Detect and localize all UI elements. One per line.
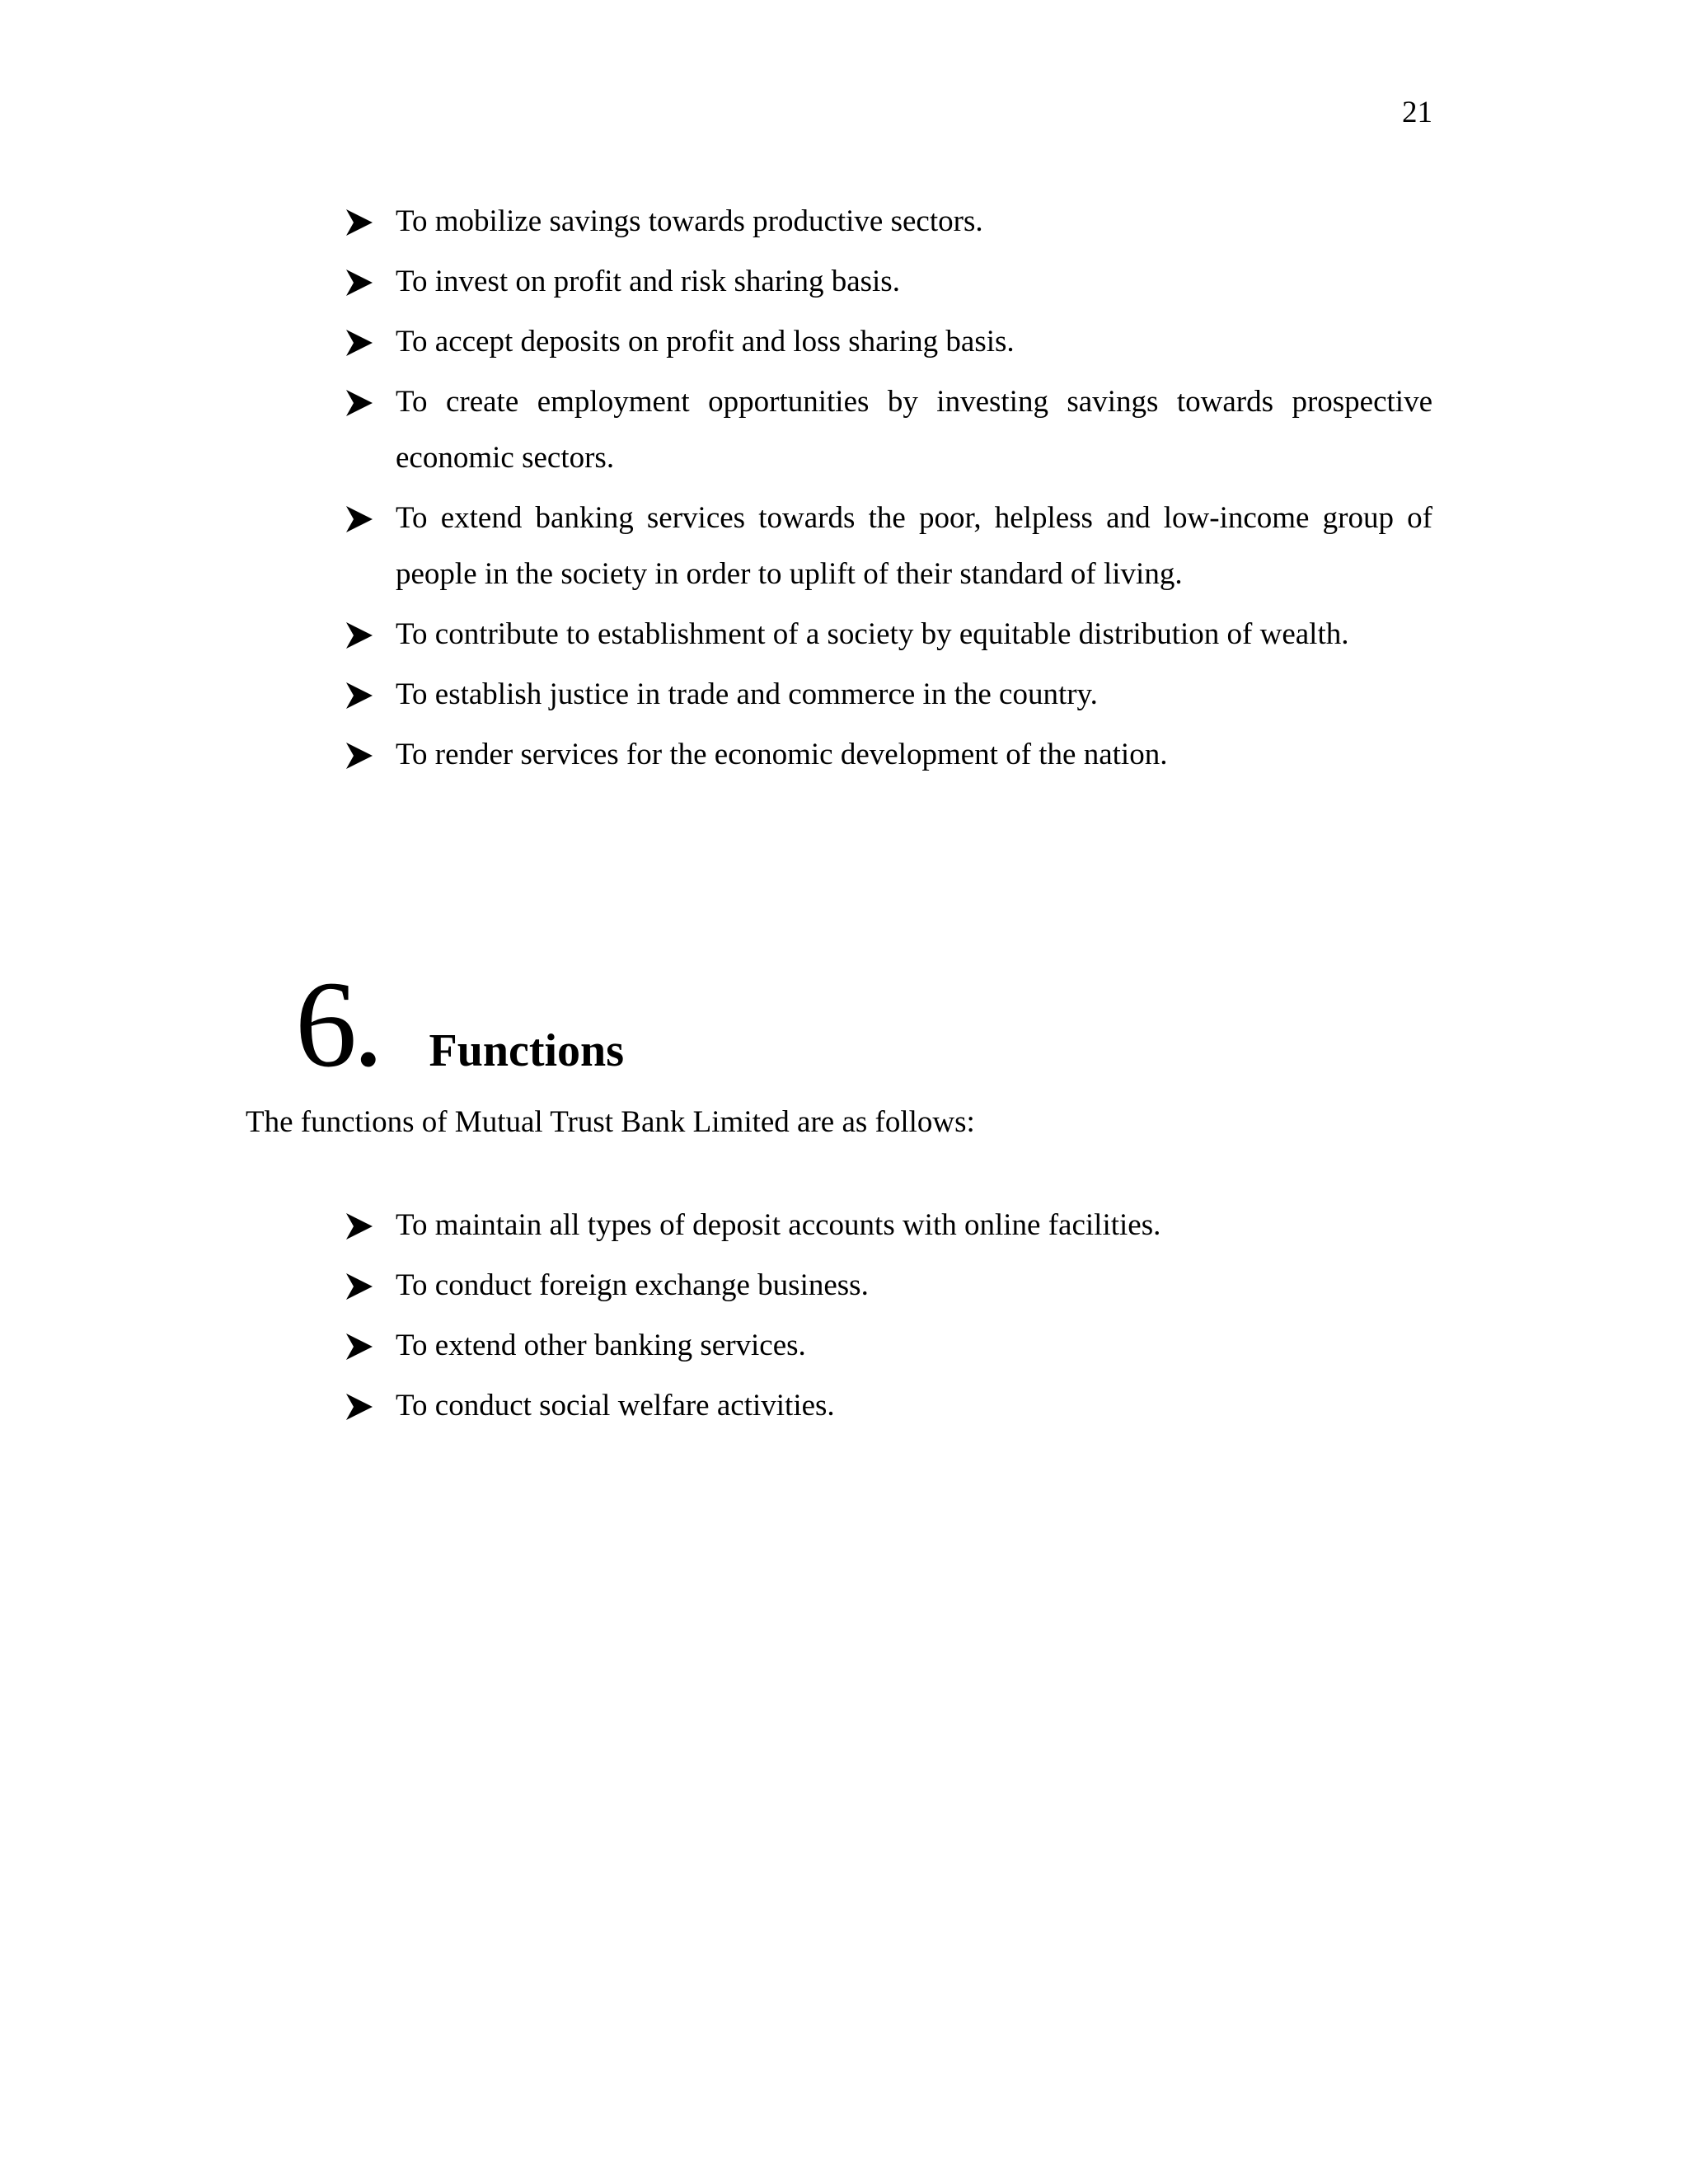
list-item-text: To create employment opportunities by investing savings towards prospective economic sectors. (396, 385, 1432, 475)
list-item-text: To conduct foreign exchange business. (396, 1268, 869, 1302)
list-item-text: To conduct social welfare activities. (396, 1389, 835, 1422)
list-item-text: To render services for the economic development of the nation. (396, 738, 1168, 771)
list-item-text: To extend other banking services. (396, 1329, 806, 1362)
list-item (345, 727, 1432, 783)
list-item (345, 1378, 1432, 1434)
arrowhead-bullet-icon (345, 388, 374, 418)
list-item (345, 607, 1432, 663)
list-item (345, 254, 1432, 310)
arrowhead-bullet-icon (345, 621, 374, 650)
list-item (345, 374, 1432, 486)
section-heading (295, 956, 624, 1094)
section-number: 6 (295, 956, 357, 1093)
arrowhead-bullet-icon (345, 1212, 374, 1241)
functions-list (345, 1197, 1432, 1438)
list-item-text: To accept deposits on profit and loss sharing basis. (396, 325, 1015, 359)
arrowhead-bullet-icon (345, 504, 374, 534)
list-item-text: To mobilize savings towards productive sectors. (396, 204, 983, 238)
section-title: Functions (429, 1025, 624, 1076)
list-item (345, 1318, 1432, 1374)
arrowhead-bullet-icon (345, 1332, 374, 1361)
section-intro: The functions of Mutual Trust Bank Limited are as follows: (246, 1105, 975, 1139)
arrowhead-bullet-icon (345, 741, 374, 771)
list-item-text: To maintain all types of deposit accounts with online facilities. (396, 1208, 1161, 1242)
page-number: 21 (1402, 96, 1432, 129)
arrowhead-bullet-icon (345, 268, 374, 298)
section-number-dot: . (357, 985, 380, 1085)
arrowhead-bullet-icon (345, 681, 374, 710)
arrowhead-bullet-icon (345, 208, 374, 237)
arrowhead-bullet-icon (345, 1392, 374, 1422)
list-item-text: To contribute to establishment of a society by equitable distribution of wealth. (396, 617, 1349, 651)
list-item-text: To establish justice in trade and commerce in the country. (396, 677, 1098, 711)
list-item (345, 490, 1432, 602)
arrowhead-bullet-icon (345, 1272, 374, 1301)
list-item (345, 1258, 1432, 1314)
arrowhead-bullet-icon (345, 328, 374, 358)
objectives-list (345, 194, 1432, 787)
list-item-text: To extend banking services towards the poor, helpless and low-income group of people in the society in order to uplift of their standard of living. (396, 501, 1432, 591)
list-item-text: To invest on profit and risk sharing basis. (396, 265, 900, 298)
list-item (345, 314, 1432, 370)
list-item (345, 1197, 1432, 1254)
list-item (345, 667, 1432, 723)
list-item (345, 194, 1432, 250)
